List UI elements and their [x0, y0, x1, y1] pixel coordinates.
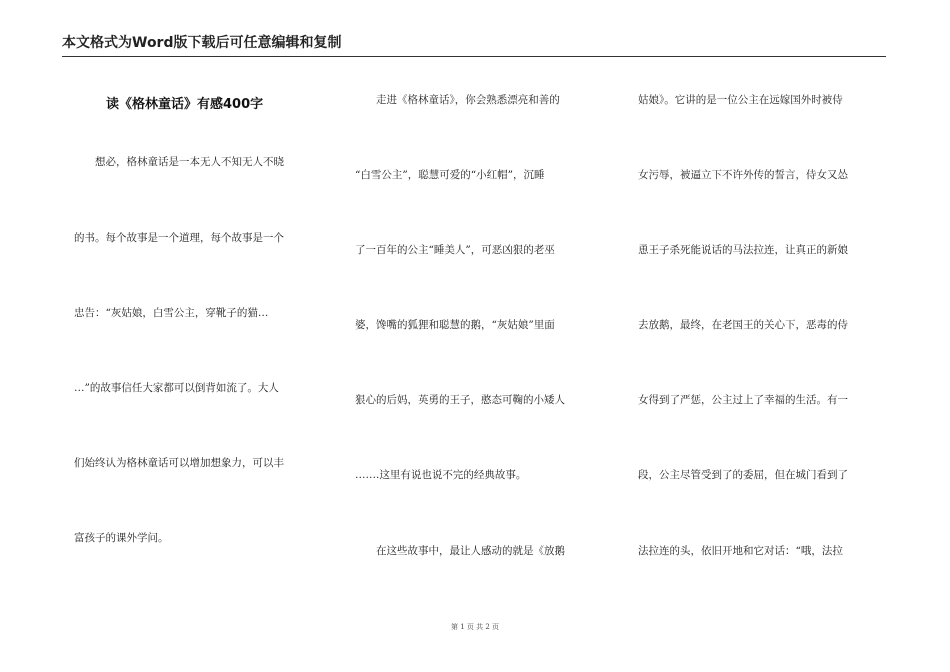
text-line: 段，公主尽管受到了的委屈，但在城门看到了 [638, 469, 848, 481]
text-line: 恿王子杀死能说话的马法拉连，让真正的新娘 [638, 244, 848, 256]
text-line: “白雪公主”，聪慧可爱的“小红帽”，沉睡 [355, 169, 545, 181]
text-line: 狠心的后妈，英勇的王子，憨态可鞠的小矮人 [355, 394, 565, 406]
text-line: 在这些故事中，最让人感动的就是《放鹅 [355, 545, 565, 557]
text-line: 富孩子的课外学问。 [74, 532, 169, 544]
text-line: 女污辱，被逼立下不许外传的誓言，侍女又怂 [638, 169, 848, 181]
text-line: 去放鹅，最终，在老国王的关心下，恶毒的侍 [638, 319, 848, 331]
text-line: …….这里有说也说不完的经典故事。 [355, 469, 527, 481]
text-line: 女得到了严惩，公主过上了幸福的生活。有一 [638, 394, 848, 406]
text-line: 婆，馋嘴的狐狸和聪慧的鹅，“灰姑娘”里面 [355, 319, 555, 331]
page-footer: 第 1 页 共 2 页 [450, 623, 500, 631]
header-text: 本文格式为Word版下载后可任意编辑和复制 [62, 35, 342, 51]
text-line: 的书。每个故事是一个道理，每个故事是一个 [74, 232, 284, 244]
text-line: 想必，格林童话是一本无人不知无人不晓 [74, 156, 284, 168]
text-line: 法拉连的头，依旧开地和它对话：“哦，法拉 [638, 545, 843, 557]
text-line: 了一百年的公主“睡美人”，可恶凶狠的老巫 [355, 244, 555, 256]
text-line: 走进《格林童话》，你会熟悉漂亮和善的 [355, 94, 560, 106]
text-line: 忠告：“灰姑娘，白雪公主，穿靴子的猫… [74, 307, 269, 319]
text-line: 们始终认为格林童话可以增加想象力，可以丰 [74, 457, 284, 469]
document-title: 读《格林童话》有感400字 [106, 97, 264, 112]
text-line: 姑娘》。它讲的是一位公主在远嫁国外时被侍 [638, 94, 843, 106]
page-header [62, 34, 886, 57]
text-line: …”的故事信任大家都可以倒背如流了。大人 [74, 382, 279, 394]
